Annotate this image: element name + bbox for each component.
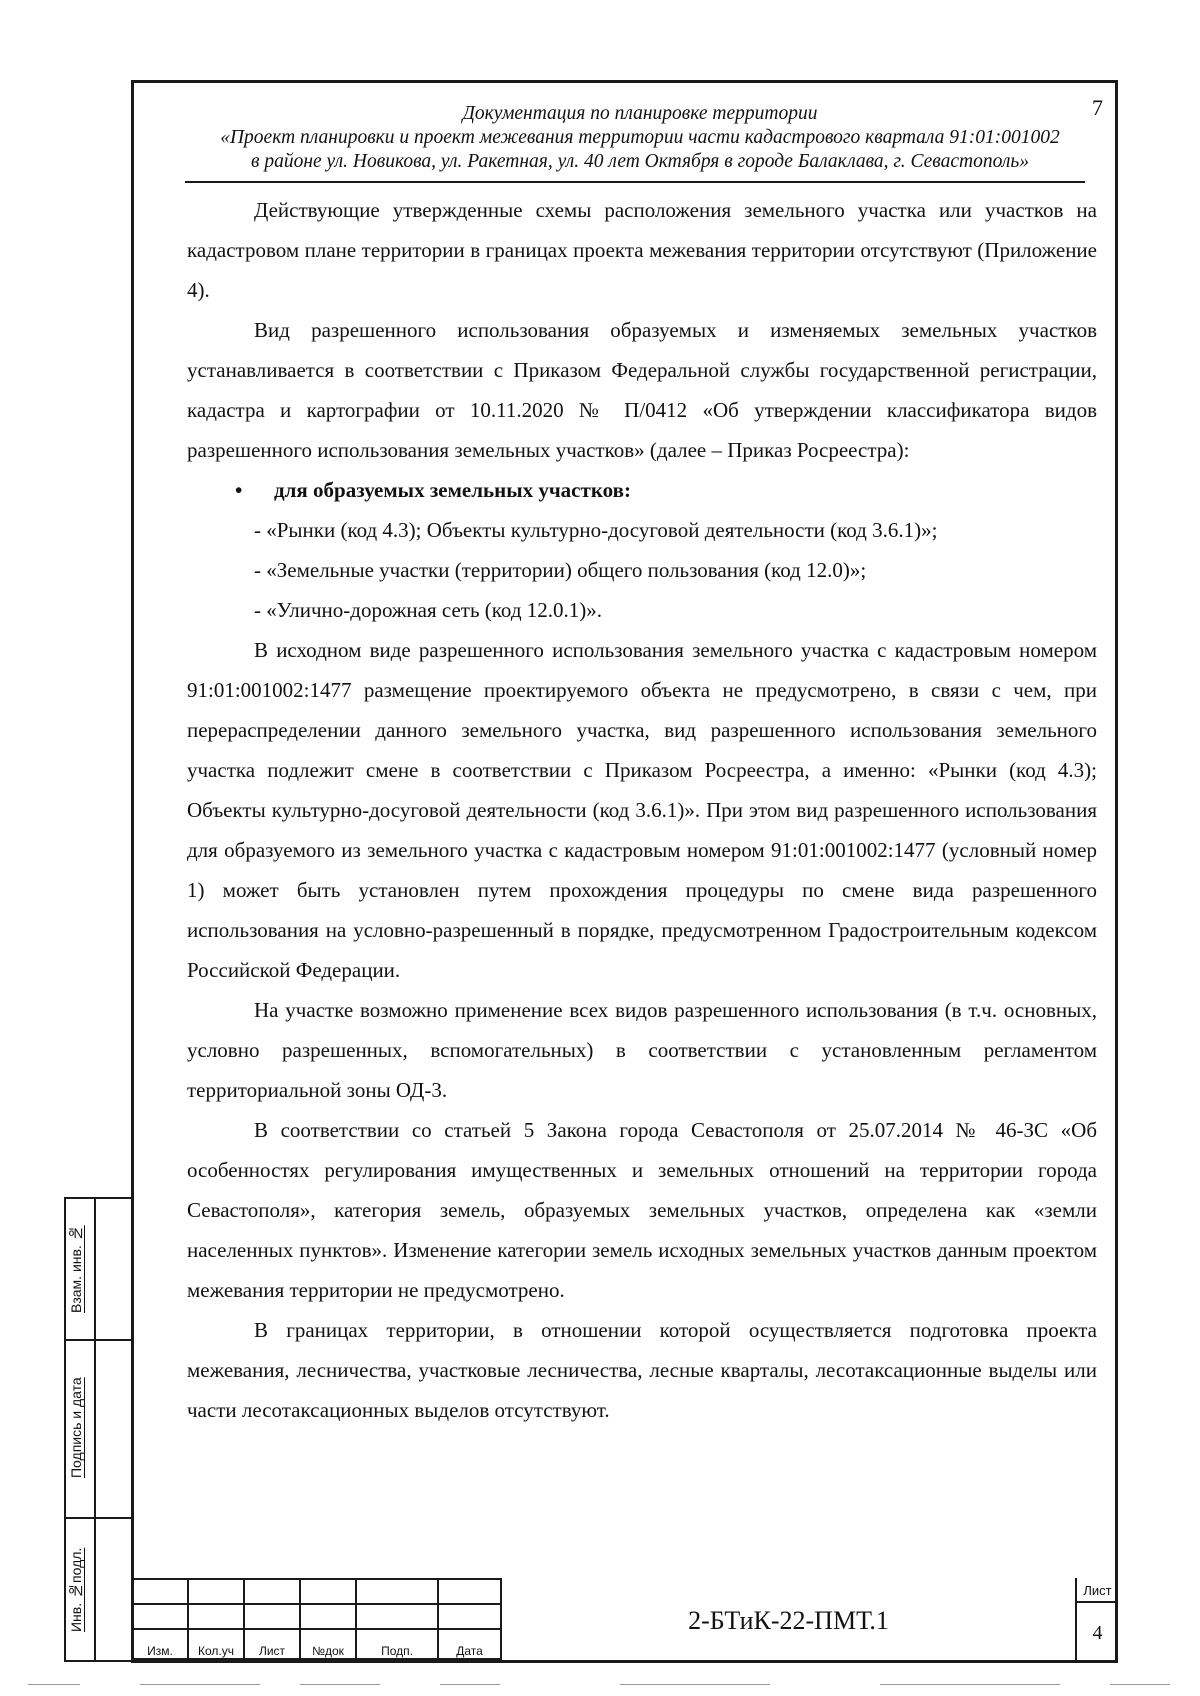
scan-edge-marks [0, 1684, 1200, 1686]
paragraph-2: Вид разрешенного использования образуемых и изменяемых земельных участков устанавливается в соответствии с Приказом Федеральной службы государственной регистрации, кадастра и картографии от 10.11.2020 № П/0412 «Об утверждении классификатора видов разрешенного использования земельных участков» (далее – Приказ Росреестра): [187, 318, 1097, 462]
side-label-inv-original: Инв. №подл. [68, 1547, 84, 1633]
sheet-number: 4 [1075, 1603, 1118, 1663]
side-stamp-divider [94, 1199, 96, 1660]
page-number: 7 [1092, 95, 1103, 120]
title-block [131, 1578, 1118, 1663]
side-label-replace-inv: Взам. инв. № [68, 1225, 84, 1313]
sheet-label: Лист [1075, 1578, 1118, 1603]
col-header-podp: Подп. [356, 1629, 438, 1659]
paragraph-1: Действующие утвержденные схемы расположения земельного участка или участков на кадастровом плане территории в границах проекта межевания территории отсутствуют (Приложение 4). [187, 198, 1097, 302]
col-header-ndok: №док [300, 1629, 356, 1659]
header-line-3: в районе ул. Новикова, ул. Ракетная, ул. 40 лет Октября в городе Балаклава, г. Севастополь» [250, 151, 1030, 172]
side-stamp-row-line [66, 1339, 134, 1341]
bullet-heading [187, 470, 1097, 510]
list-item-3: - «Улично-дорожная сеть (код 12.0.1)». [254, 598, 602, 622]
side-label-signature-date: Подпись и дата [68, 1377, 84, 1479]
paragraph-6: В границах территории, в отношении которой осуществляется подготовка проекта межевания, лесничества, участковые лесничества, лесные кварталы, лесотаксационные выделы или части лесотаксационных выделов отсутствуют. [187, 1318, 1097, 1422]
document-header [165, 95, 1115, 174]
side-stamp [64, 1197, 134, 1662]
document-code: 2-БТиК-22-ПМТ.1 [500, 1578, 1075, 1663]
list-item-2: - «Земельные участки (территории) общего пользования (код 12.0)»; [254, 558, 867, 582]
document-body [187, 190, 1097, 1430]
revision-table [131, 1578, 502, 1660]
side-stamp-row-line [66, 1517, 134, 1519]
col-header-izm: Изм. [132, 1629, 188, 1659]
header-rule [185, 181, 1085, 183]
bullet-icon: • [235, 478, 243, 502]
list-item-1: - «Рынки (код 4.3); Объекты культурно-досуговой деятельности (код 3.6.1)»; [254, 518, 938, 542]
col-header-data: Дата [438, 1629, 501, 1659]
header-line-2: «Проект планировки и проект межевания территории части кадастрового квартала 91:01:001002 [220, 127, 1060, 148]
col-header-kol-uch: Кол.уч [188, 1629, 244, 1659]
col-header-list: Лист [244, 1629, 300, 1659]
paragraph-3: В исходном виде разрешенного использования земельного участка с кадастровым номером 91:01:001002:1477 размещение проектируемого объекта не предусмотрено, в связи с чем, при перераспределении данного земельного участка, вид разрешенного использования земельного участка подлежит смене в соответствии с Приказом Росреестра, а именно: «Рынки (код 4.3); Объекты культурно-досуговой деятельности (код 3.6.1)». При этом вид разрешенного использования для образуемого из земельного участка с кадастровым номером 91:01:001002:1477 (условный номер 1) может быть установлен путем прохождения процедуры по смене вида разрешенного использования на условно-разрешенный в порядке, предусмотренном Градостроительным кодексом Российской Федерации. [187, 638, 1097, 982]
paragraph-5: В соответствии со статьей 5 Закона города Севастополя от 25.07.2014 № 46-ЗС «Об особенностях регулирования имущественных и земельных отношений на территории города Севастополя», категория земель, образуемых земельных участков, определена как «земли населенных пунктов». Изменение категории земель исходных земельных участков данным проектом межевания территории не предусмотрено. [187, 1118, 1097, 1302]
header-line-1: Документация по планировке территории [462, 103, 818, 124]
paragraph-4: На участке возможно применение всех видов разрешенного использования (в т.ч. основных, условно разрешенных, вспомогательных) в соответствии с установленным регламентом территориальной зоны ОД-3. [187, 998, 1097, 1102]
bullet-title: для образуемых земельных участков: [274, 478, 631, 502]
